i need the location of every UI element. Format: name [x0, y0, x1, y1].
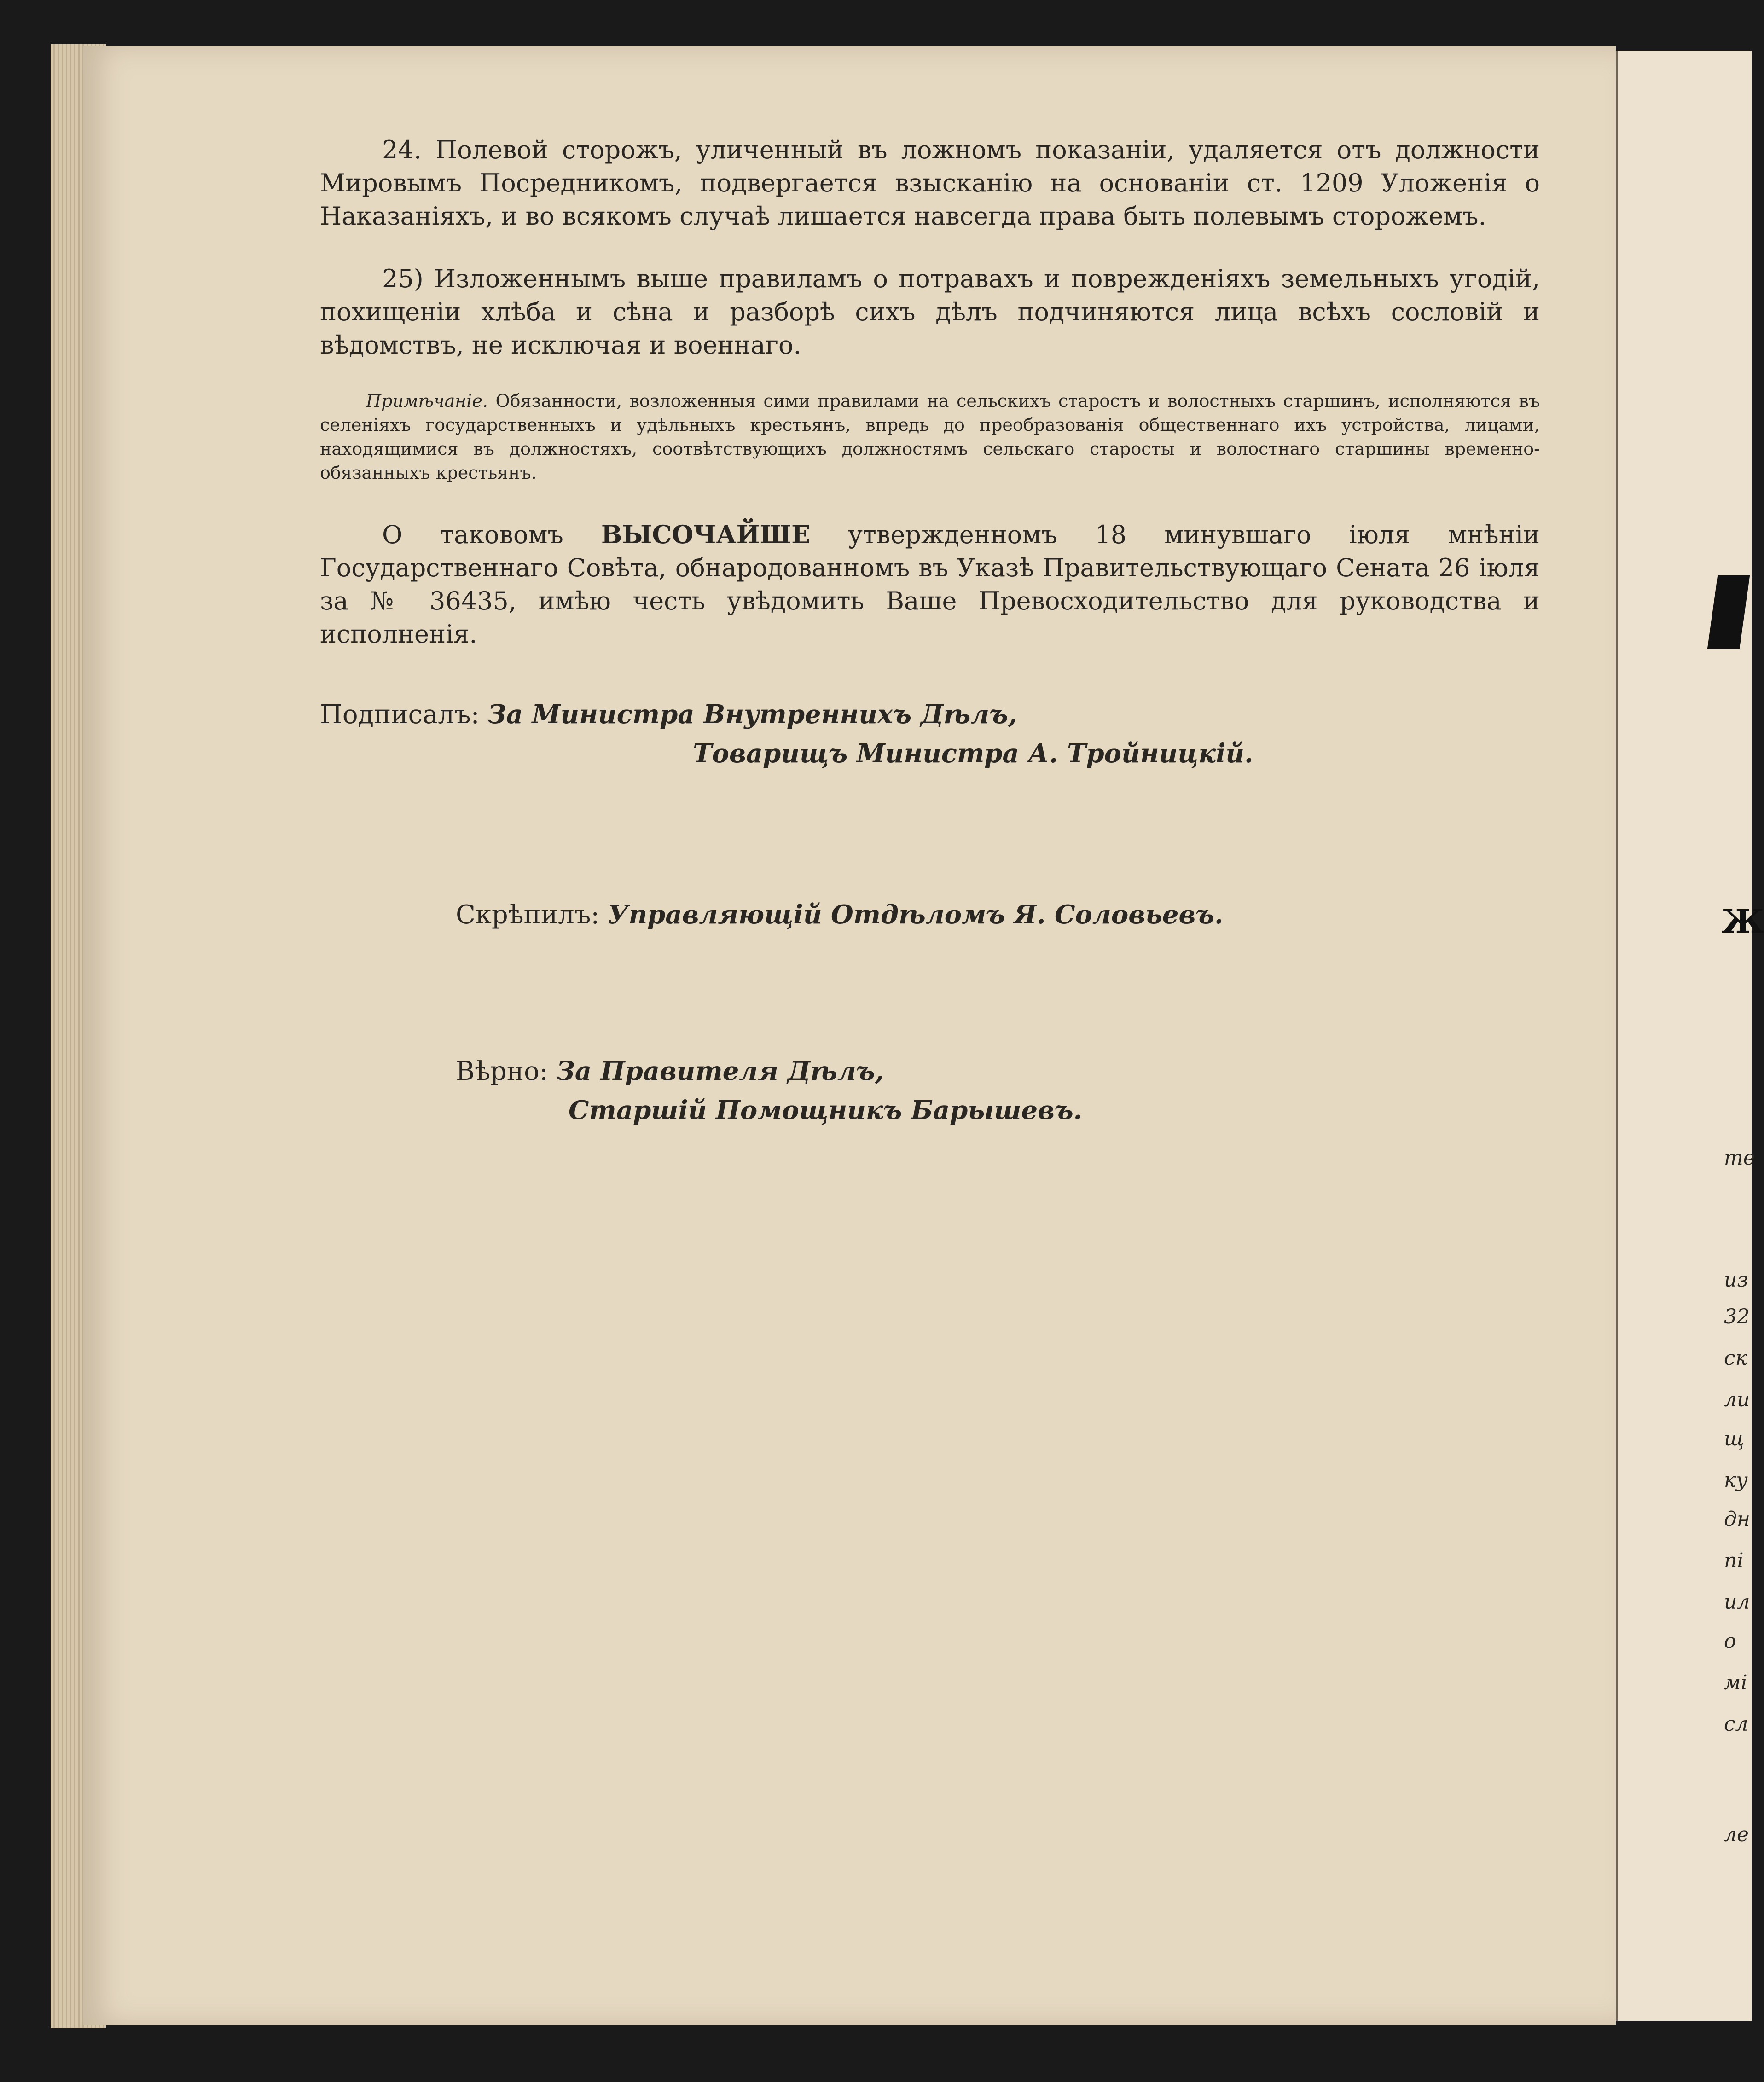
- paragraph-24: 24. Полевой сторожъ, уличенный въ ложномъ показаніи, удаляется отъ должности Мировымъ Посредникомъ, подвергается взысканію на основаніи ст. 1209 Уложенія о Наказаніяхъ, и во всякомъ случаѣ лишается навсегда права быть полевымъ сторожемъ.: [320, 135, 1540, 231]
- right-fragment: из: [1724, 1268, 1748, 1292]
- right-fragment: ил: [1724, 1590, 1750, 1614]
- note: [320, 389, 1540, 485]
- true-copy-line2: Старшій Помощникъ Барышевъ.: [569, 1095, 1083, 1125]
- countersigned-label: Скрѣпилъ:: [456, 900, 600, 930]
- signed-block: [320, 695, 1017, 734]
- notice-lead: О таковомъ: [382, 520, 563, 549]
- notice-rest: утвержденномъ 18 минувшаго іюля мнѣніи Государственнаго Совѣта, обнародованномъ въ Указѣ Правительствующаго Сената 26 іюля за № 36435, имѣю честь увѣдомить Ваше Превосходительство для руководства и исполненія.: [320, 520, 1540, 649]
- notice-caps: ВЫСОЧАЙШЕ: [601, 520, 811, 549]
- notice-paragraph: [320, 518, 1540, 651]
- right-fragment: ку: [1724, 1468, 1748, 1492]
- right-fragment: ли: [1724, 1388, 1750, 1411]
- true-copy-label: Вѣрно:: [456, 1056, 548, 1086]
- countersigned-text: Управляющій Отдѣломъ Я. Соловьевъ.: [608, 899, 1224, 930]
- true-copy-line1: За Правителя Дѣлъ,: [556, 1056, 884, 1086]
- true-copy-block: [456, 1052, 884, 1091]
- right-fragment: мі: [1724, 1671, 1747, 1694]
- right-fragment: щ: [1724, 1427, 1745, 1450]
- right-fragment: сл: [1724, 1712, 1748, 1736]
- right-fragment: те: [1724, 1146, 1755, 1170]
- countersigned-block: [456, 895, 1224, 934]
- right-page-glyph: Ж: [1722, 902, 1764, 940]
- signed-label: Подписалъ:: [320, 700, 480, 730]
- right-fragment: ле: [1724, 1823, 1749, 1846]
- paragraph-25: 25) Изложеннымъ выше правиламъ о потравахъ и поврежденіяхъ земельныхъ угодій, похищеніи хлѣба и сѣна и разборѣ сихъ дѣлъ подчиняются лица всѣхъ сословій и вѣдомствъ, не исключая и военнаго.: [320, 264, 1540, 360]
- right-fragment: 32: [1724, 1305, 1750, 1328]
- note-label: Примѣчаніе.: [366, 391, 488, 411]
- right-fragment: ск: [1724, 1346, 1747, 1370]
- right-fragment: о: [1724, 1630, 1736, 1653]
- note-text: Обязанности, возложенныя сими правилами на сельскихъ старостъ и волостныхъ старшинъ, исполняются въ селеніяхъ государственныхъ и удѣльныхъ крестьянъ, впредь до преобразованія общественнаго ихъ устройства, лицами, находящимися въ должностяхъ, соотвѣтствующихъ должностямъ сельскаго старосты и волостнаго старшины временно-обязанныхъ крестьянъ.: [320, 391, 1540, 483]
- right-fragment: пі: [1724, 1549, 1744, 1572]
- signed-line1: За Министра Внутреннихъ Дѣлъ,: [487, 699, 1017, 730]
- right-fragment: дн: [1724, 1508, 1750, 1531]
- signed-line2: Товарищъ Министра А. Тройницкій.: [693, 738, 1253, 769]
